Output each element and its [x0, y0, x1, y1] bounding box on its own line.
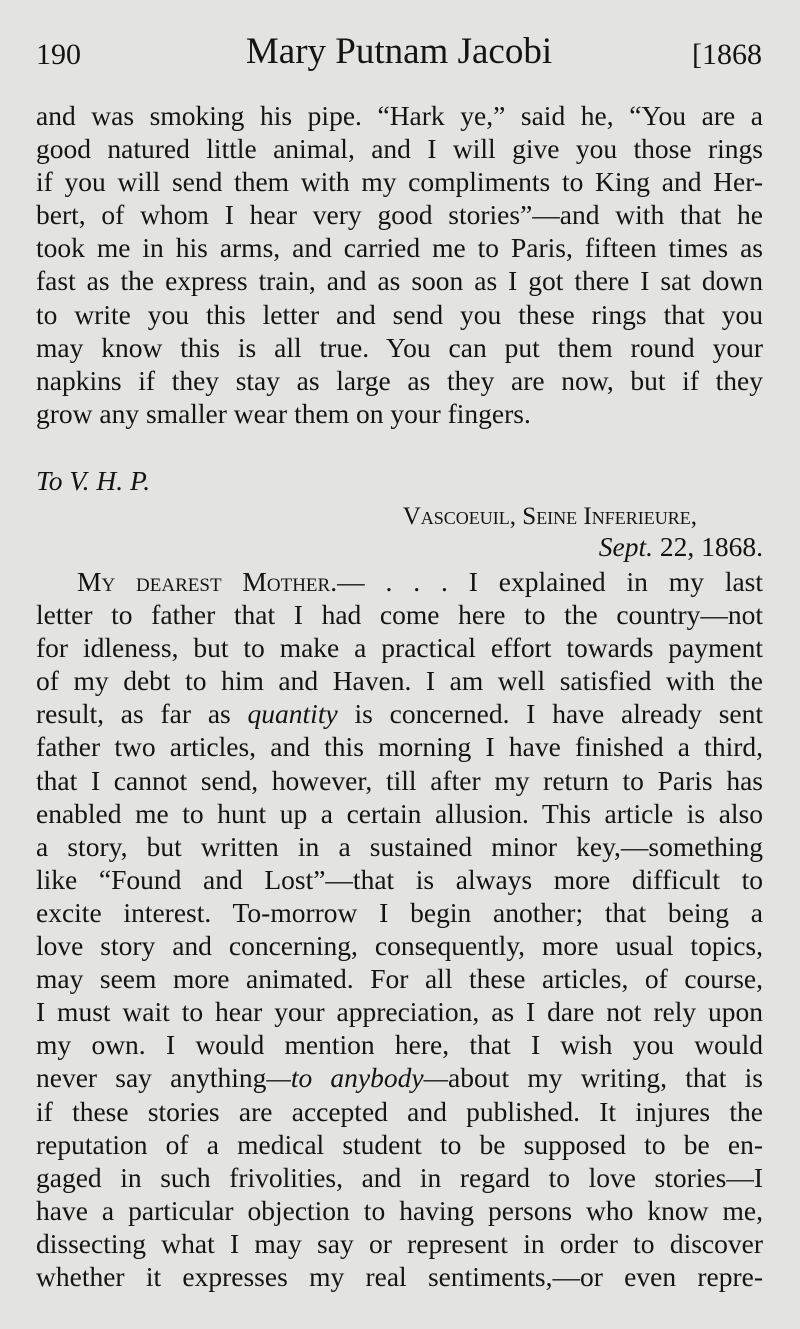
text-line: dissecting what I may say or represent in order to discover	[36, 1227, 763, 1259]
letter-salutation: My dearest Mother.	[77, 566, 338, 597]
text-line: father two articles, and this morning I have finished a third,	[36, 731, 763, 763]
letter-date-rest: 22, 1868.	[653, 531, 763, 562]
text-line: have a particular objection to having persons who know me,	[36, 1194, 763, 1226]
text-line: enabled me to hunt up a certain allusion. This article is also	[36, 797, 763, 829]
text-line: good natured little animal, and I will give you those rings	[36, 133, 763, 165]
text-line	[36, 565, 763, 598]
letter-date	[36, 530, 763, 563]
text-fragment: about my writing, that is	[448, 1062, 763, 1094]
text-line: if you will send them with my compliments to King and Her-	[36, 166, 763, 198]
running-year: [1868	[692, 38, 762, 71]
letter-date-month: Sept.	[598, 531, 653, 562]
letter-recipient: To V. H. P.	[36, 465, 151, 496]
text-line: and was smoking his pipe. “Hark ye,” said he, “You are a	[36, 100, 763, 131]
text-line: gaged in such frivolities, and in regard to love stories—I	[36, 1161, 763, 1193]
text-line: for idleness, but to make a practical effort towards payment	[36, 632, 763, 664]
letter-place	[36, 500, 763, 533]
text-line: bert, of whom I hear very good stories”—and with that he	[36, 199, 763, 231]
paragraph-continuation	[36, 99, 763, 430]
text-line: like “Found and Lost”—that is always more difficult to	[36, 863, 763, 895]
text-line: letter to father that I had come here to the country—not	[36, 599, 763, 631]
text-line: that I cannot send, however, till after my return to Paris has	[36, 764, 763, 796]
letter-place-line: Vascoeuil, Seine Inferieure,	[402, 503, 697, 530]
text-line	[36, 697, 763, 730]
page-number: 190	[36, 38, 81, 71]
text-fragment: is concerned. I have already sent	[337, 698, 763, 730]
italic-word: quantity	[247, 698, 338, 730]
letter-date-line	[36, 530, 763, 563]
letter-opening-rest: — . . . I explained in my last	[337, 566, 763, 597]
running-head	[36, 30, 762, 78]
text-line: took me in his arms, and carried me to Paris, fifteen times as	[36, 232, 763, 264]
text-line: whether it expresses my real sentiments,—or even repre-	[36, 1260, 763, 1292]
text-line: may seem more animated. For all these articles, of course,	[36, 963, 763, 995]
running-title: Mary Putnam Jacobi	[245, 31, 553, 72]
text-line: love story and concerning, consequently, more usual topics,	[36, 930, 763, 962]
text-line: to write you this letter and send you these rings that you	[36, 298, 763, 330]
text-line: of my debt to him and Haven. I am well satisfied with the	[36, 665, 763, 697]
text-line: I must wait to hear your appreciation, as I dare not rely upon	[36, 996, 763, 1028]
italic-phrase: —to anybody—	[266, 1062, 449, 1094]
text-line: a story, but written in a sustained minor key,—something	[36, 830, 763, 862]
text-line: reputation of a medical student to be supposed to be en-	[36, 1128, 763, 1160]
text-line: if these stories are accepted and published. It injures the	[36, 1095, 763, 1127]
text-line: grow any smaller wear them on your fingers.	[36, 397, 531, 429]
text-fragment: result, as far as	[36, 698, 248, 730]
text-fragment: never say anything	[36, 1062, 267, 1094]
text-line: napkins if they stay as large as they are now, but if they	[36, 364, 763, 396]
text-line: fast as the express train, and as soon as I got there I sat down	[36, 265, 763, 297]
letter-body	[36, 565, 763, 1293]
text-line: my own. I would mention here, that I wish you would	[36, 1029, 763, 1061]
text-line: excite interest. To-morrow I begin another; that being a	[36, 896, 763, 928]
text-line: may know this is all true. You can put them round your	[36, 331, 763, 363]
text-line	[36, 1061, 763, 1094]
